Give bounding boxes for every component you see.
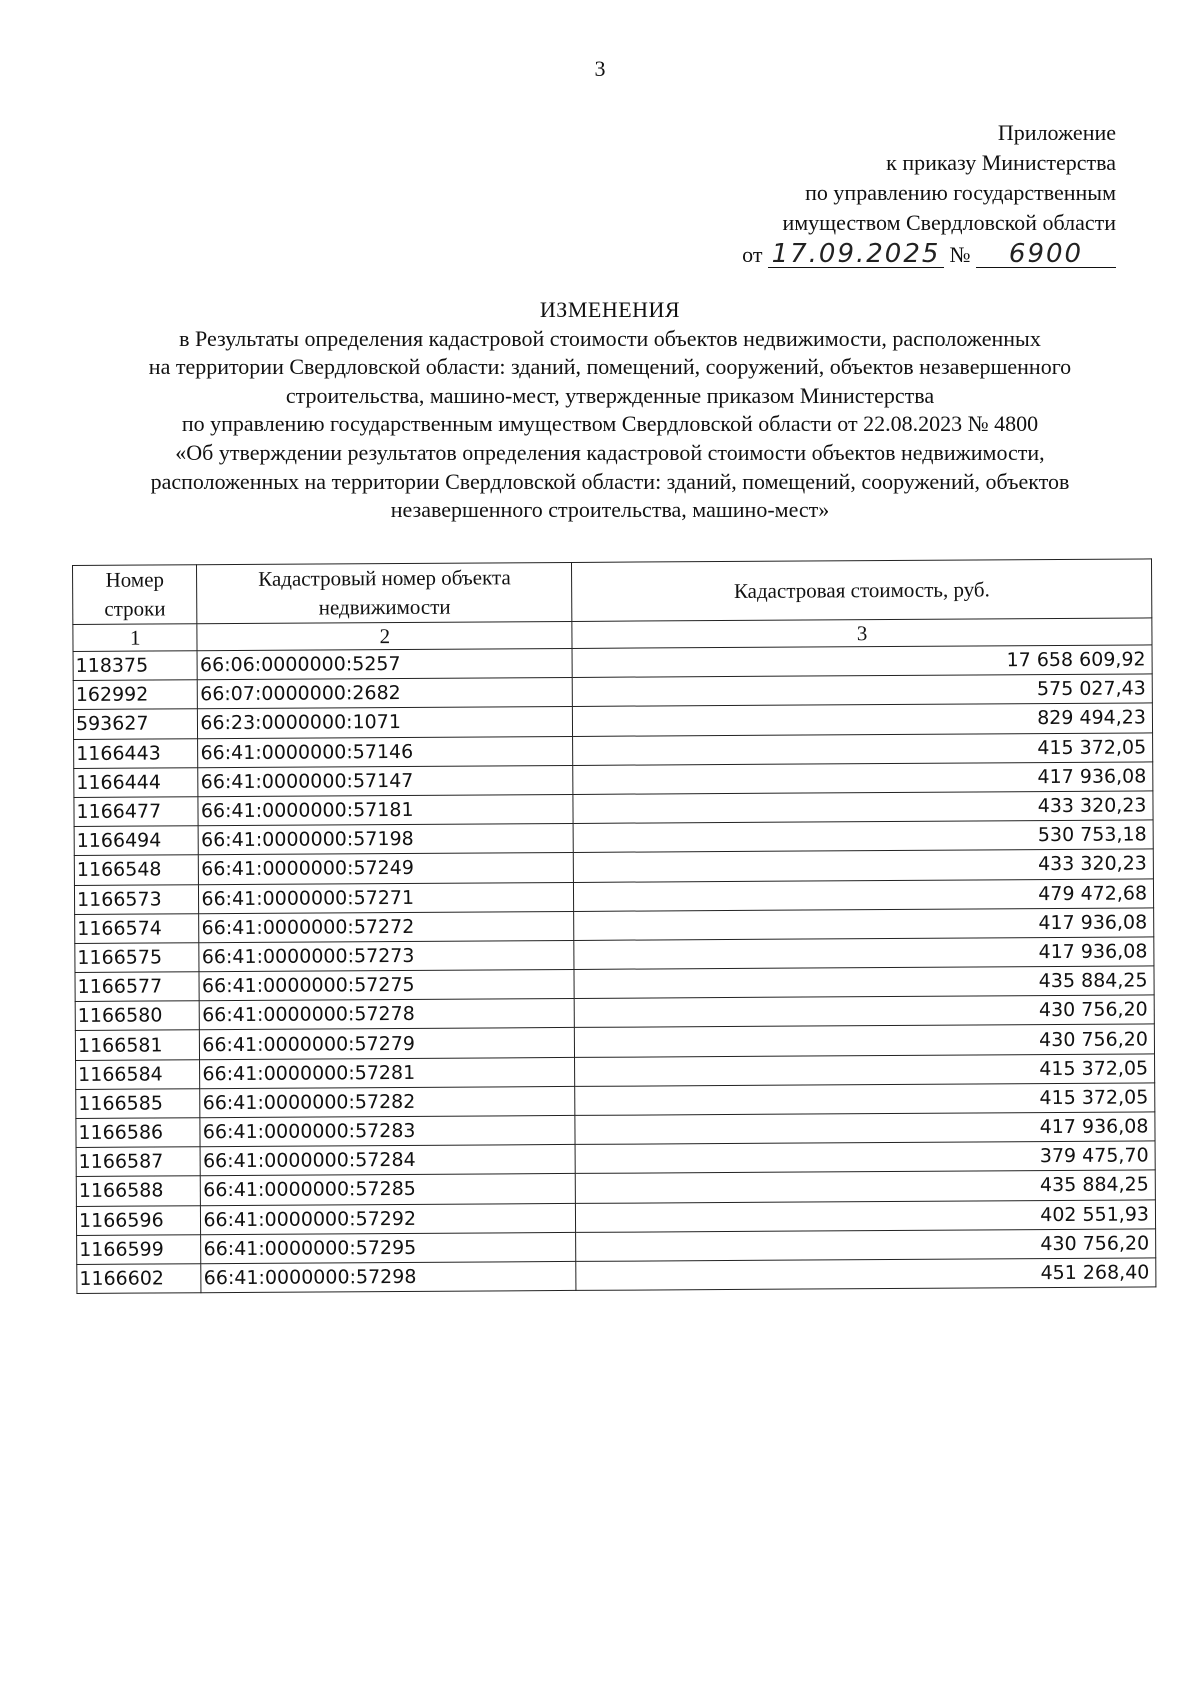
- row-number-cell: 1166596: [76, 1205, 201, 1235]
- cadastral-number-cell: 66:41:0000000:57278: [200, 999, 575, 1030]
- cadastral-value-cell: 575 027,43: [573, 674, 1153, 707]
- row-number-cell: 1166581: [75, 1030, 200, 1060]
- cadastral-number-cell: 66:41:0000000:57292: [201, 1203, 576, 1234]
- cadastral-value-cell: 417 936,08: [574, 937, 1154, 970]
- cadastral-value-cell: 415 372,05: [573, 732, 1153, 765]
- appendix-line: Приложение: [997, 120, 1116, 145]
- cadastral-number-cell: 66:41:0000000:57284: [200, 1145, 575, 1176]
- appendix-block: [696, 118, 1116, 270]
- cadastral-value-cell: 402 551,93: [576, 1199, 1156, 1232]
- cadastral-number-cell: 66:41:0000000:57295: [201, 1232, 576, 1263]
- title-line: строительства, машино-мест, утвержденные приказом Министерства: [285, 382, 935, 408]
- cadastral-value-cell: 17 658 609,92: [572, 645, 1152, 678]
- cadastral-value-cell: 417 936,08: [573, 762, 1153, 795]
- document-title: [90, 296, 1130, 525]
- cadastral-number-cell: 66:41:0000000:57279: [200, 1028, 575, 1059]
- cadastral-value-cell: 530 753,18: [573, 820, 1153, 853]
- cadastral-number-cell: 66:41:0000000:57283: [200, 1115, 575, 1146]
- row-number-cell: 1166574: [75, 913, 200, 943]
- row-number-cell: 593627: [73, 709, 198, 739]
- cadastral-number-cell: 66:23:0000000:1071: [198, 707, 573, 738]
- cadastral-number-cell: 66:41:0000000:57282: [200, 1086, 575, 1117]
- row-number-cell: 1166585: [76, 1089, 201, 1119]
- title-line: незавершенного строительства, машино-мест»: [390, 497, 830, 523]
- row-number-cell: 1166477: [74, 797, 199, 827]
- date-prefix: от: [742, 242, 763, 267]
- cadastral-value-cell: 433 320,23: [574, 849, 1154, 882]
- cadastral-value-cell: 451 268,40: [576, 1258, 1156, 1291]
- header-cadastral-value: Кадастровая стоимость, руб.: [572, 559, 1152, 622]
- cadastral-number-cell: 66:41:0000000:57198: [199, 824, 574, 855]
- appendix-line: имуществом Свердловской области: [782, 210, 1116, 235]
- cadastral-number-cell: 66:41:0000000:57271: [199, 882, 574, 913]
- column-number: 1: [73, 624, 198, 652]
- row-number-cell: 1166584: [76, 1059, 201, 1089]
- row-number-cell: 1166443: [74, 738, 199, 768]
- cadastral-value-cell: 379 475,70: [575, 1141, 1155, 1174]
- header-text: недвижимости: [318, 594, 451, 620]
- cadastral-value-cell: 415 372,05: [575, 1083, 1155, 1116]
- header-text: строки: [104, 596, 166, 621]
- cadastral-number-cell: 66:41:0000000:57275: [199, 970, 574, 1001]
- cadastral-table-wrapper: [72, 565, 1157, 1294]
- cadastral-number-cell: 66:07:0000000:2682: [198, 678, 573, 709]
- cadastral-value-cell: 417 936,08: [575, 1112, 1155, 1145]
- row-number-cell: 1166586: [76, 1118, 201, 1148]
- cadastral-number-cell: 66:06:0000000:5257: [197, 648, 572, 679]
- order-number: 6900: [976, 241, 1116, 268]
- cadastral-number-cell: 66:41:0000000:57181: [198, 794, 573, 825]
- cadastral-value-cell: 417 936,08: [574, 908, 1154, 941]
- row-number-cell: 1166588: [76, 1176, 201, 1206]
- cadastral-number-cell: 66:41:0000000:57281: [200, 1057, 575, 1088]
- title-line: «Об утверждении результатов определения кадастровой стоимости объектов недвижимости,: [175, 439, 1045, 465]
- row-number-cell: 1166575: [75, 943, 200, 973]
- page-number: 3: [594, 56, 606, 81]
- cadastral-table: [72, 558, 1156, 1294]
- cadastral-number-cell: 66:41:0000000:57272: [199, 911, 574, 942]
- header-cadastral-number: [197, 562, 572, 623]
- order-date: 17.09.2025: [768, 241, 944, 268]
- row-number-cell: 1166577: [75, 972, 200, 1002]
- cadastral-number-cell: 66:41:0000000:57147: [198, 765, 573, 796]
- row-number-cell: 1166580: [75, 1001, 200, 1031]
- row-number-cell: 118375: [73, 651, 198, 681]
- cadastral-number-cell: 66:41:0000000:57298: [201, 1261, 576, 1292]
- cadastral-value-cell: 415 372,05: [575, 1054, 1155, 1087]
- row-number-cell: 1166444: [74, 767, 199, 797]
- order-date-line: [696, 240, 1116, 270]
- row-number-cell: 162992: [73, 680, 198, 710]
- row-number-cell: 1166573: [74, 884, 199, 914]
- cadastral-value-cell: 433 320,23: [573, 791, 1153, 824]
- cadastral-value-cell: 829 494,23: [573, 703, 1153, 736]
- table-header-row: [73, 559, 1152, 625]
- appendix-line: к приказу Министерства: [886, 150, 1116, 175]
- title-heading: ИЗМЕНЕНИЯ: [539, 297, 681, 322]
- title-line: по управлению государственным имуществом Свердловской области от 22.08.2023 № 4800: [181, 411, 1039, 437]
- cadastral-number-cell: 66:41:0000000:57273: [199, 940, 574, 971]
- cadastral-value-cell: 479 472,68: [574, 878, 1154, 911]
- cadastral-value-cell: 430 756,20: [576, 1229, 1156, 1262]
- row-number-cell: 1166587: [76, 1147, 201, 1177]
- row-number-cell: 1166599: [77, 1234, 202, 1264]
- cadastral-value-cell: 430 756,20: [575, 1024, 1155, 1057]
- table-row: [77, 1258, 1156, 1294]
- cadastral-value-cell: 435 884,25: [576, 1170, 1156, 1203]
- row-number-cell: 1166602: [77, 1264, 202, 1294]
- header-row-number: [73, 565, 198, 625]
- cadastral-value-cell: 435 884,25: [574, 966, 1154, 999]
- number-sign: №: [949, 242, 971, 267]
- title-line: в Результаты определения кадастровой стоимости объектов недвижимости, расположенных: [179, 325, 1041, 351]
- cadastral-number-cell: 66:41:0000000:57249: [199, 853, 574, 884]
- cadastral-value-cell: 430 756,20: [575, 995, 1155, 1028]
- row-number-cell: 1166494: [74, 826, 199, 856]
- column-number: 2: [197, 621, 572, 650]
- title-line: расположенных на территории Свердловской области: зданий, помещений, сооружений, объектов: [150, 468, 1070, 494]
- header-text: Номер: [105, 567, 165, 592]
- appendix-line: по управлению государственным: [805, 180, 1116, 205]
- cadastral-number-cell: 66:41:0000000:57146: [198, 736, 573, 767]
- column-number: 3: [572, 618, 1152, 649]
- table-body: [73, 645, 1156, 1294]
- cadastral-number-cell: 66:41:0000000:57285: [201, 1174, 576, 1205]
- header-text: Кадастровый номер объекта: [258, 565, 511, 591]
- title-line: на территории Свердловской области: зданий, помещений, сооружений, объектов незавершенного: [148, 354, 1072, 380]
- row-number-cell: 1166548: [74, 855, 199, 885]
